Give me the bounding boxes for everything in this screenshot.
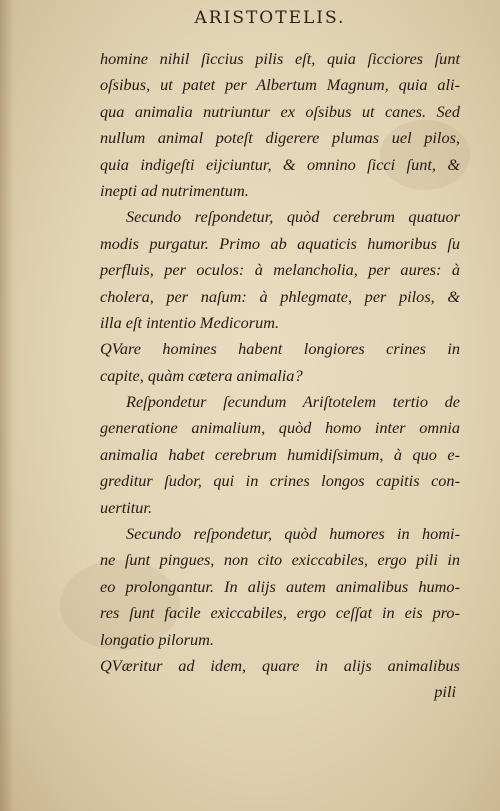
text-line: Reſpondetur ſecundum Ariſtotelem tertio de <box>126 392 460 412</box>
text-line: res ſunt facile exiccabiles, ergo ceſſat in eis pro- <box>100 603 460 623</box>
text-line: nullum animal poteſt digerere plumas uel pilos, <box>100 128 460 148</box>
text-line: Secundo reſpondetur, quòd cerebrum quatuor <box>126 207 460 227</box>
text-line: oſsibus, ut patet per Albertum Magnum, quia ali- <box>100 75 460 95</box>
text-line: homine nihil ſiccius pilis eſt, quia ſicciores ſunt <box>100 49 460 68</box>
question-line: QVæritur ad idem, quare in alijs animalibus <box>100 655 460 675</box>
text-line: capite, quàm cætera animalia? <box>100 365 303 385</box>
text-line: ne ſunt pingues, non cito exiccabiles, ergo pili in <box>100 550 460 570</box>
text-line: qua animalia nutriuntur ex oſsibus ut canes. Sed <box>100 101 460 121</box>
body-text <box>100 46 460 706</box>
text-line: generatione animalium, quòd homo inter omnia <box>100 418 460 438</box>
text-line: modis purgatur. Primo ab aquaticis humoribus ſu <box>100 233 460 253</box>
question-line: QVare homines habent longiores crines in <box>100 339 460 359</box>
running-title: ARISTOTELIS. <box>194 8 346 28</box>
text-line: animalia habet cerebrum humidiſsimum, à quo e- <box>100 444 460 464</box>
text-line: inepti ad nutrimentum. <box>100 180 249 200</box>
text-line: greditur ſudor, qui in crines longos capitis con- <box>100 471 460 491</box>
text-line: longatio pilorum. <box>100 629 214 649</box>
catchword: pili <box>434 682 456 702</box>
text-line: perfluis, per oculos: à melancholia, per aures: à <box>100 260 460 280</box>
text-line: Secundo reſpondetur, quòd humores in homi- <box>126 524 460 544</box>
text-line: cholera, per naſum: à phlegmate, per pilos, & <box>100 286 460 306</box>
text-line: eo prolongantur. In alijs autem animalibus humo- <box>100 576 460 596</box>
text-line: illa eſt intentio Medicorum. <box>100 312 280 332</box>
text-line: quia indigeſti eijciuntur, & omnino ſicci ſunt, & <box>100 154 460 174</box>
text-line: uertitur. <box>100 497 153 517</box>
